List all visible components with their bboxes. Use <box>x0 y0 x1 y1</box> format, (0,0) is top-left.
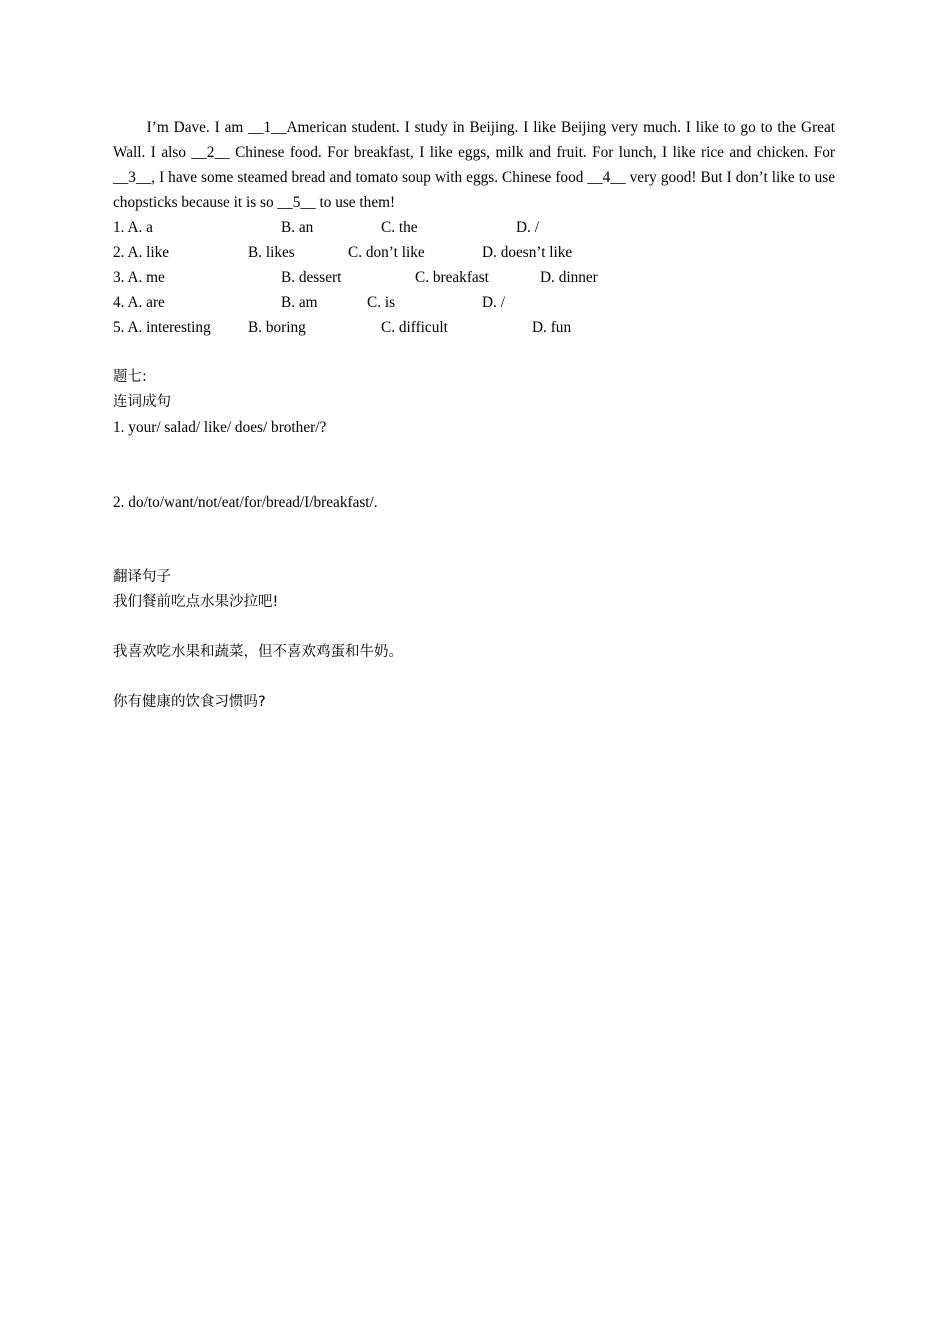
option-b: B. an <box>281 219 314 236</box>
option-d: D. / <box>482 294 505 311</box>
answer-space <box>113 440 835 490</box>
question-2-options <box>113 240 835 265</box>
question-3-options <box>113 265 835 290</box>
option-a: 1. A. a <box>113 219 153 236</box>
section-subheading: 连词成句 <box>113 394 171 410</box>
option-c: C. difficult <box>381 319 448 336</box>
option-c: C. is <box>367 294 396 311</box>
option-a: 2. A. like <box>113 244 170 261</box>
reorder-item-2: 2. do/to/want/not/eat/for/bread/I/breakfast/. <box>113 494 378 511</box>
section-heading: 题七: <box>113 369 147 385</box>
reorder-item-1: 1. your/ salad/ like/ does/ brother/? <box>113 419 327 436</box>
option-c: C. don’t like <box>348 244 425 261</box>
option-b: B. boring <box>248 319 306 336</box>
answer-space <box>113 515 835 565</box>
option-c: C. the <box>381 219 418 236</box>
translation-item-2: 我喜欢吃水果和蔬菜，但不喜欢鸡蛋和牛奶。 <box>113 644 403 660</box>
option-d: D. / <box>516 219 539 236</box>
option-a: 4. A. are <box>113 294 165 311</box>
option-d: D. fun <box>532 319 572 336</box>
option-b: B. am <box>281 294 318 311</box>
option-d: D. dinner <box>540 269 598 286</box>
translation-heading: 翻译句子 <box>113 569 171 585</box>
answer-space <box>113 615 835 640</box>
question-1-options <box>113 215 835 240</box>
option-b: B. dessert <box>281 269 342 286</box>
translation-item-3: 你有健康的饮食习惯吗? <box>113 694 266 710</box>
answer-space <box>113 665 835 690</box>
option-d: D. doesn’t like <box>482 244 573 261</box>
question-5-options <box>113 315 835 340</box>
spacer <box>113 340 835 365</box>
option-c: C. breakfast <box>415 269 489 286</box>
option-a: 3. A. me <box>113 269 165 286</box>
option-a: 5. A. interesting <box>113 319 211 336</box>
cloze-options <box>113 215 835 340</box>
option-b: B. likes <box>248 244 295 261</box>
cloze-passage: I’m Dave. I am __1__American student. I study in Beijing. I like Beijing very much. I like to go to the Great Wall. I also __2__ Chinese food. For breakfast, I like eggs, milk and fruit. For lunch, I like rice and chicken. For __3__, I have some steamed bread and tomato soup with eggs. Chinese food __4__ very good! But I don’t like to use chopsticks because it is so __5__ to use them! <box>113 119 835 211</box>
translation-item-1: 我们餐前吃点水果沙拉吧! <box>113 594 279 610</box>
worksheet-page <box>113 115 835 715</box>
question-4-options <box>113 290 835 315</box>
